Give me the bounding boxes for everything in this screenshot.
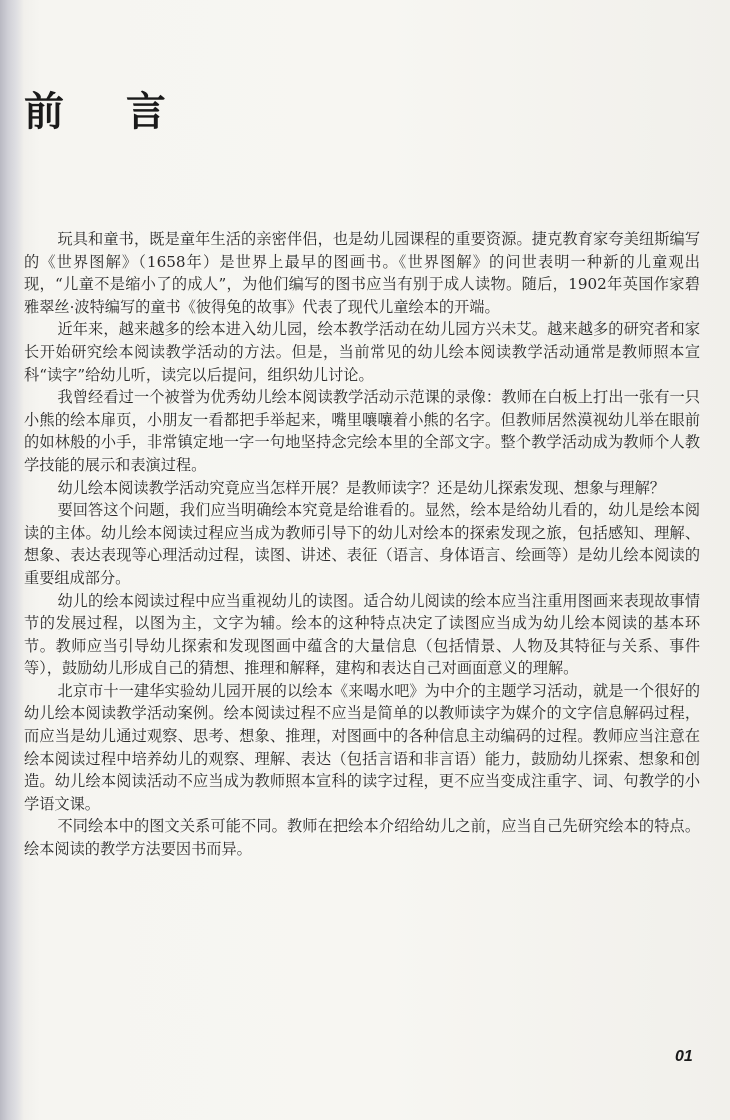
binding-edge (0, 0, 24, 1120)
paragraph-3: 我曾经看过一个被誉为优秀幼儿绘本阅读教学活动示范课的录像：教师在白板上打出一张有一只小熊的绘本扉页，小朋友一看都把手举起来，嘴里嚷嚷着小熊的名字。但教师居然漠视幼儿举在眼前的如林般的小手，非常镇定地一字一句地坚持念完绘本里的全部文字。整个教学活动成为教师个人教学技能的展示和表演过程。 (24, 388, 700, 474)
body-text (24, 228, 700, 861)
page-number: 01 (675, 1048, 693, 1065)
paragraph-5: 要回答这个问题，我们应当明确绘本究竟是给谁看的。显然，绘本是给幼儿看的，幼儿是绘本阅读的主体。幼儿绘本阅读过程应当成为教师引导下的幼儿对绘本的探索发现之旅，包括感知、理解、想象、表达表现等心理活动过程，读图、讲述、表征（语言、身体语言、绘画等）是幼儿绘本阅读的重要组成部分。 (24, 501, 700, 587)
paragraph-2: 近年来，越来越多的绘本进入幼儿园，绘本教学活动在幼儿园方兴未艾。越来越多的研究者和家长开始研究绘本阅读教学活动的方法。但是，当前常见的幼儿绘本阅读教学活动通常是教师照本宣科“读字”给幼儿听，读完以后提问，组织幼儿讨论。 (24, 320, 700, 384)
paragraph-4: 幼儿绘本阅读教学活动究竟应当怎样开展？是教师读字？还是幼儿探索发现、想象与理解？ (57, 478, 665, 497)
paragraph-6: 幼儿的绘本阅读过程中应当重视幼儿的读图。适合幼儿阅读的绘本应当注重用图画来表现故事情节的发展过程，以图为主，文字为辅。绘本的这种特点决定了读图应当成为幼儿绘本阅读的基本环节。教师应当引导幼儿探索和发现图画中蕴含的大量信息（包括情景、人物及其特征与关系、事件等），鼓励幼儿形成自己的猜想、推理和解释，建构和表达自己对画面意义的理解。 (24, 591, 700, 678)
paragraph-7: 北京市十一建华实验幼儿园开展的以绘本《来喝水吧》为中介的主题学习活动，就是一个很好的幼儿绘本阅读教学活动案例。绘本阅读过程不应当是简单的以教师读字为媒介的文字信息解码过程，而应当是幼儿通过观察、思考、想象、推理，对图画中的各种信息主动编码的过程。教师应当注意在绘本阅读过程中培养幼儿的观察、理解、表达（包括言语和非言语）能力，鼓励幼儿探索、想象和创造。幼儿绘本阅读活动不应当成为教师照本宣科的读字过程，更不应当变成注重字、词、句教学的小学语文课。 (24, 681, 700, 813)
page-title: 前 言 (24, 88, 190, 135)
paragraph-1: 玩具和童书，既是童年生活的亲密伴侣，也是幼儿园课程的重要资源。捷克教育家夸美纽斯编写的《世界图解》（1658年）是世界上最早的图画书。《世界图解》的问世表明一种新的儿童观出现，“儿童不是缩小了的成人”，为他们编写的图书应当有别于成人读物。随后，1902年英国作家碧雅翠丝·波特编写的童书《彼得兔的故事》代表了现代儿童绘本的开端。 (24, 230, 700, 316)
paragraph-8: 不同绘本中的图文关系可能不同。教师在把绘本介绍给幼儿之前，应当自己先研究绘本的特点。绘本阅读的教学方法要因书而异。 (24, 817, 700, 859)
